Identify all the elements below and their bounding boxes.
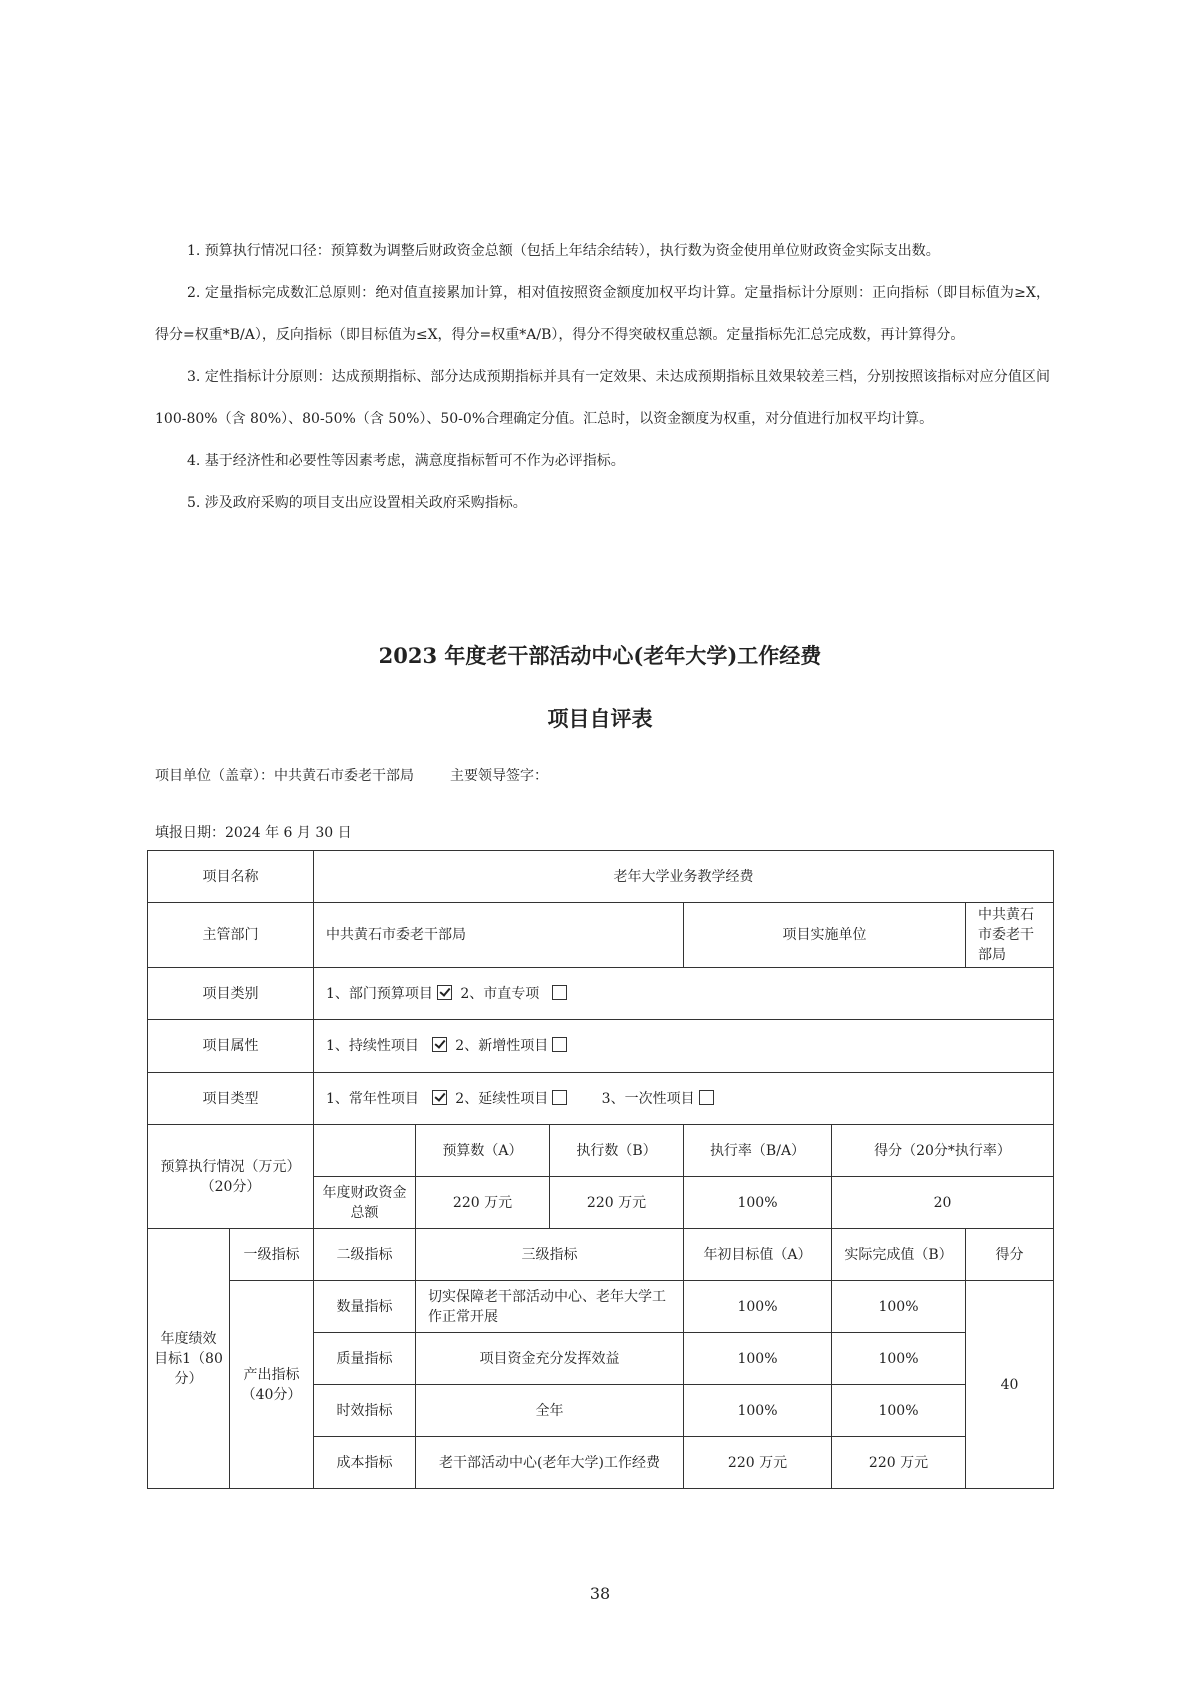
unchecked-box-icon — [552, 985, 567, 1000]
budget-col-score: 得分（20分*执行率） — [832, 1125, 1054, 1177]
budget-rate-value: 100% — [684, 1177, 832, 1229]
document-subtitle: 项目自评表 — [547, 706, 653, 731]
budget-row-label: 年度财政资金总额 — [314, 1177, 416, 1229]
checked-box-icon — [437, 985, 452, 1000]
perf-goal-label: 年度绩效目标1（80分） — [148, 1229, 230, 1489]
budget-b-value: 220 万元 — [550, 1177, 684, 1229]
budget-col-a: 预算数（A） — [416, 1125, 550, 1177]
lvl2-header: 二级指标 — [314, 1229, 416, 1281]
type-options — [314, 1073, 1054, 1125]
date-label: 填报日期：2024 年 6 月 30 日 — [155, 825, 352, 841]
actual-cell: 100% — [832, 1281, 966, 1333]
note-4: 4. 基于经济性和必要性等因素考虑，满意度指标暂可不作为必评指标。 — [187, 453, 625, 469]
target-cell: 220 万元 — [684, 1437, 832, 1489]
page-number: 38 — [589, 1584, 611, 1603]
impl-value: 中共黄石市委老干部局 — [966, 903, 1054, 968]
lvl1-header: 一级指标 — [230, 1229, 314, 1281]
attr-option-2: 2、新增性项目 — [455, 1038, 549, 1054]
note-2: 2. 定量指标完成数汇总原则：绝对值直接累加计算，相对值按照资金额度加权平均计算。定量指标计分原则：正向指标（即目标值为≥X，得分=权重*B/A），反向指标（即目标值为≤X，得分=权重*A/B），得分不得突破权重总额。定量指标先汇总完成数，再计算得分。 — [155, 285, 1050, 343]
attr-option-1: 1、持续性项目 — [326, 1038, 419, 1054]
sign-label: 主要领导签字： — [450, 768, 548, 784]
unchecked-box-icon — [552, 1037, 567, 1052]
category-option-1: 1、部门预算项目 — [326, 985, 433, 1002]
target-cell: 100% — [684, 1385, 832, 1437]
impl-label: 项目实施单位 — [684, 903, 966, 968]
note-1: 1. 预算执行情况口径：预算数为调整后财政资金总额（包括上年结余结转），执行数为资金使用单位财政资金实际支出数。 — [187, 243, 940, 259]
actual-cell: 220 万元 — [832, 1437, 966, 1489]
lvl2-cell: 数量指标 — [314, 1281, 416, 1333]
type-label: 项目类型 — [148, 1073, 314, 1125]
dept-value: 中共黄石市委老干部局 — [314, 903, 684, 968]
checked-box-icon — [432, 1037, 447, 1052]
budget-blank-header — [314, 1125, 416, 1177]
actual-header: 实际完成值（B） — [832, 1229, 966, 1281]
lvl3-header: 三级指标 — [416, 1229, 684, 1281]
note-3: 3. 定性指标计分原则：达成预期指标、部分达成预期指标并具有一定效果、未达成预期指标且效果较差三档，分别按照该指标对应分值区间 100-80%（含 80%）、80-50%（含 50%）、50-0%合理确定分值。汇总时，以资金额度为权重，对分值进行加权平均计算。 — [155, 369, 1050, 427]
category-option-2: 2、市直专项 — [460, 985, 540, 1002]
checked-box-icon — [432, 1090, 447, 1105]
notes-section — [155, 230, 1050, 524]
document-title: 2023 年度老干部活动中心(老年大学)工作经费 — [378, 643, 822, 668]
project-name-value: 老年大学业务教学经费 — [314, 851, 1054, 903]
type-option-2: 2、延续性项目 — [455, 1090, 549, 1107]
score-header: 得分 — [966, 1229, 1054, 1281]
dept-label: 主管部门 — [148, 903, 314, 968]
category-options — [314, 968, 1054, 1020]
project-name-label: 项目名称 — [148, 851, 314, 903]
lvl3-cell: 切实保障老干部活动中心、老年大学工作正常开展 — [416, 1281, 684, 1333]
output-indicator-label: 产出指标（40分） — [230, 1281, 314, 1489]
note-5: 5. 涉及政府采购的项目支出应设置相关政府采购指标。 — [187, 495, 527, 511]
lvl2-cell: 时效指标 — [314, 1385, 416, 1437]
type-option-1: 1、常年性项目 — [326, 1090, 419, 1107]
lvl3-cell: 项目资金充分发挥效益 — [416, 1333, 684, 1385]
unchecked-box-icon — [699, 1090, 714, 1105]
lvl2-cell: 质量指标 — [314, 1333, 416, 1385]
unit-line — [155, 765, 548, 785]
type-option-3: 3、一次性项目 — [601, 1090, 695, 1107]
actual-cell: 100% — [832, 1385, 966, 1437]
unit-label: 项目单位（盖章）：中共黄石市委老干部局 — [155, 768, 414, 784]
evaluation-table — [147, 850, 1054, 1489]
target-header: 年初目标值（A） — [684, 1229, 832, 1281]
attr-options — [314, 1020, 1054, 1073]
budget-label: 预算执行情况（万元）（20分） — [148, 1125, 314, 1229]
output-score: 40 — [966, 1281, 1054, 1489]
target-cell: 100% — [684, 1333, 832, 1385]
attr-label: 项目属性 — [148, 1020, 314, 1073]
lvl2-cell: 成本指标 — [314, 1437, 416, 1489]
budget-score-value: 20 — [832, 1177, 1054, 1229]
target-cell: 100% — [684, 1281, 832, 1333]
unchecked-box-icon — [552, 1090, 567, 1105]
lvl3-cell: 全年 — [416, 1385, 684, 1437]
budget-col-rate: 执行率（B/A） — [684, 1125, 832, 1177]
actual-cell: 100% — [832, 1333, 966, 1385]
lvl3-cell: 老干部活动中心(老年大学)工作经费 — [416, 1437, 684, 1489]
budget-col-b: 执行数（B） — [550, 1125, 684, 1177]
category-label: 项目类别 — [148, 968, 314, 1020]
budget-a-value: 220 万元 — [416, 1177, 550, 1229]
